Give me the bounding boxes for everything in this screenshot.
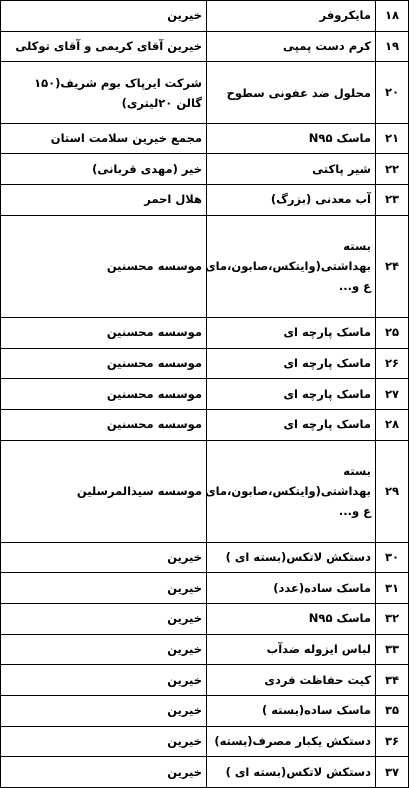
- table-row: [1, 62, 409, 123]
- donor-cell: خیرین آقای کریمی و آقای توکلی: [1, 31, 207, 62]
- item-name-cell: آب معدنی (بزرگ): [207, 185, 376, 216]
- donor-cell: خیرین: [1, 542, 207, 573]
- donor-cell: خیر (مهدی قربانی): [1, 154, 207, 185]
- donor-cell: خیرین: [1, 573, 207, 604]
- item-name-cell: ماسک پارچه ای: [207, 348, 376, 379]
- donor-cell: خیرین: [1, 696, 207, 727]
- row-number-cell: ۲۲: [376, 154, 409, 185]
- item-name-cell: بسته بهداشتی(وایتکس،صابون،مای ع و...: [207, 440, 376, 542]
- table-row: [1, 123, 409, 154]
- row-number-cell: ۳۳: [376, 634, 409, 665]
- table-row: [1, 154, 409, 185]
- item-name-cell: ماسک N۹۵: [207, 603, 376, 634]
- donations-table-body: [1, 1, 409, 788]
- donor-cell: شرکت ایرپاک بوم شریف(۱۵۰ گالن ۲۰لیتری): [1, 62, 207, 123]
- donor-cell: خیرین: [1, 603, 207, 634]
- row-number-cell: ۲۵: [376, 317, 409, 348]
- item-name-cell: ماسک پارچه ای: [207, 317, 376, 348]
- item-name-cell: ماسک ساده(بسته ): [207, 696, 376, 727]
- row-number-cell: ۲۶: [376, 348, 409, 379]
- donor-cell: مجمع خیرین سلامت استان: [1, 123, 207, 154]
- table-row: [1, 185, 409, 216]
- item-name-cell: ماسک پارچه ای: [207, 409, 376, 440]
- row-number-cell: ۳۱: [376, 573, 409, 604]
- table-row: [1, 757, 409, 788]
- table-row: [1, 409, 409, 440]
- row-number-cell: ۳۲: [376, 603, 409, 634]
- row-number-cell: ۱۹: [376, 31, 409, 62]
- row-number-cell: ۳۰: [376, 542, 409, 573]
- row-number-cell: ۳۶: [376, 726, 409, 757]
- donor-cell: موسسه محسنین: [1, 348, 207, 379]
- row-number-cell: ۳۴: [376, 665, 409, 696]
- item-name-cell: کیت حفاظت فردی: [207, 665, 376, 696]
- row-number-cell: ۲۱: [376, 123, 409, 154]
- table-row: [1, 573, 409, 604]
- item-name-cell: محلول ضد عفونی سطوح: [207, 62, 376, 123]
- item-name-cell: لباس ایزوله ضدآب: [207, 634, 376, 665]
- table-row: [1, 542, 409, 573]
- row-number-cell: ۲۰: [376, 62, 409, 123]
- row-number-cell: ۲۸: [376, 409, 409, 440]
- item-name-cell: مایکروفر: [207, 1, 376, 32]
- donor-cell: خیرین: [1, 1, 207, 32]
- row-number-cell: ۱۸: [376, 1, 409, 32]
- table-row: [1, 215, 409, 317]
- donor-cell: خیرین: [1, 726, 207, 757]
- item-name-cell: دستکش یکبار مصرف(بسته): [207, 726, 376, 757]
- table-row: [1, 348, 409, 379]
- donor-cell: موسسه محسنین: [1, 317, 207, 348]
- row-number-cell: ۲۴: [376, 215, 409, 317]
- row-number-cell: ۳۵: [376, 696, 409, 727]
- table-row: [1, 726, 409, 757]
- donor-cell: خیرین: [1, 665, 207, 696]
- donor-cell: هلال احمر: [1, 185, 207, 216]
- table-row: [1, 379, 409, 410]
- table-row: [1, 665, 409, 696]
- table-row: [1, 634, 409, 665]
- item-name-cell: بسته بهداشتی(وایتکس،صابون،مای ع و...: [207, 215, 376, 317]
- item-name-cell: ماسک پارچه ای: [207, 379, 376, 410]
- item-name-cell: شیر پاکتی: [207, 154, 376, 185]
- row-number-cell: ۲۹: [376, 440, 409, 542]
- item-name-cell: دستکش لاتکس(بسته ای ): [207, 757, 376, 788]
- item-name-cell: دستکش لاتکس(بسته ای ): [207, 542, 376, 573]
- table-row: [1, 440, 409, 542]
- table-row: [1, 603, 409, 634]
- donor-cell: خیرین: [1, 757, 207, 788]
- table-row: [1, 317, 409, 348]
- row-number-cell: ۲۳: [376, 185, 409, 216]
- donor-cell: موسسه محسنین: [1, 409, 207, 440]
- table-row: [1, 696, 409, 727]
- donor-cell: موسسه سیدالمرسلین: [1, 440, 207, 542]
- row-number-cell: ۲۷: [376, 379, 409, 410]
- item-name-cell: ماسک N۹۵: [207, 123, 376, 154]
- table-row: [1, 31, 409, 62]
- donor-cell: موسسه محسنین: [1, 215, 207, 317]
- table-row: [1, 1, 409, 32]
- row-number-cell: ۳۷: [376, 757, 409, 788]
- donor-cell: خیرین: [1, 634, 207, 665]
- donor-cell: موسسه محسنین: [1, 379, 207, 410]
- item-name-cell: کرم دست پمپی: [207, 31, 376, 62]
- item-name-cell: ماسک ساده(عدد): [207, 573, 376, 604]
